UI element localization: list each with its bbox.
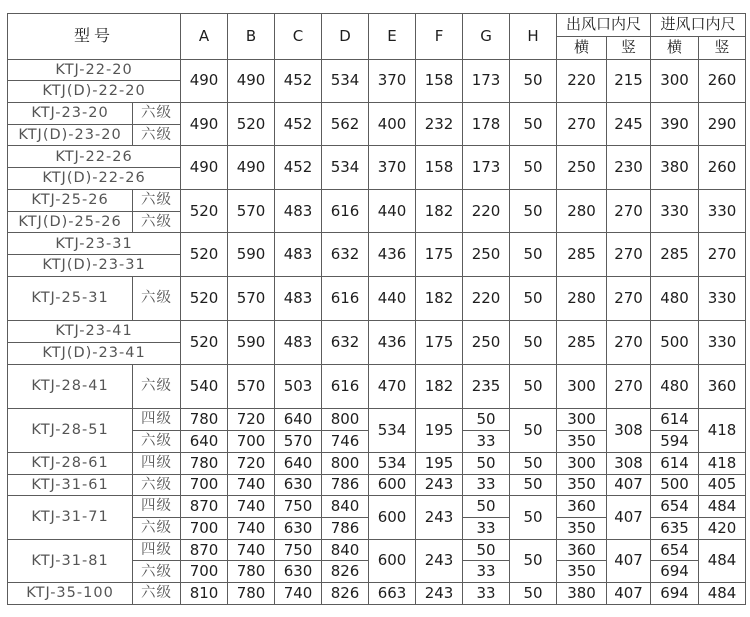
value-cell: 700: [228, 431, 275, 453]
value-cell: 243: [416, 496, 463, 539]
value-cell: 50: [510, 59, 557, 102]
value-cell: 534: [322, 146, 369, 189]
model-cell: KTJ-28-61: [8, 452, 133, 474]
value-cell: 635: [651, 518, 699, 540]
value-cell: 483: [275, 189, 322, 232]
value-cell: 800: [322, 452, 369, 474]
model-cell: KTJ(D)-25-26: [8, 211, 133, 233]
value-cell: 632: [322, 321, 369, 364]
value-cell: 840: [322, 539, 369, 561]
grade-cell: 四级: [133, 496, 181, 518]
value-cell: 534: [322, 59, 369, 102]
grade-cell: 六级: [133, 124, 181, 146]
value-cell: 195: [416, 409, 463, 452]
value-cell: 640: [275, 452, 322, 474]
value-cell: 630: [275, 518, 322, 540]
value-cell: 600: [369, 539, 416, 582]
value-cell: 483: [275, 321, 322, 364]
model-cell: KTJ-35-100: [8, 583, 133, 605]
header-outlet: 出风口内尺: [557, 14, 651, 37]
value-cell: 483: [275, 276, 322, 321]
grade-cell: 六级: [133, 583, 181, 605]
value-cell: 308: [607, 452, 651, 474]
value-cell: 178: [463, 103, 510, 146]
value-cell: 407: [607, 474, 651, 496]
value-cell: 420: [699, 518, 746, 540]
value-cell: 740: [228, 474, 275, 496]
value-cell: 243: [416, 583, 463, 605]
value-cell: 250: [557, 146, 607, 189]
table-row: [8, 409, 746, 431]
value-cell: 700: [181, 518, 228, 540]
table-row: [8, 276, 746, 321]
value-cell: 270: [607, 364, 651, 409]
model-cell: KTJ-31-61: [8, 474, 133, 496]
value-cell: 418: [699, 452, 746, 474]
value-cell: 407: [607, 583, 651, 605]
value-cell: 500: [651, 321, 699, 364]
table-row: [8, 59, 746, 81]
value-cell: 182: [416, 276, 463, 321]
value-cell: 520: [181, 233, 228, 276]
value-cell: 694: [651, 583, 699, 605]
value-cell: 452: [275, 146, 322, 189]
value-cell: 50: [510, 496, 557, 539]
value-cell: 220: [463, 276, 510, 321]
header-inlet: 进风口内尺: [651, 14, 746, 37]
model-cell: KTJ-22-26: [8, 146, 181, 168]
grade-cell: 六级: [133, 474, 181, 496]
model-cell: KTJ(D)-22-20: [8, 81, 181, 103]
table-row: [8, 321, 746, 343]
value-cell: 33: [463, 518, 510, 540]
model-cell: KTJ(D)-22-26: [8, 168, 181, 190]
model-cell: KTJ(D)-23-41: [8, 343, 181, 365]
value-cell: 260: [699, 146, 746, 189]
value-cell: 390: [651, 103, 699, 146]
value-cell: 490: [181, 103, 228, 146]
value-cell: 490: [181, 146, 228, 189]
value-cell: 534: [369, 452, 416, 474]
value-cell: 330: [699, 321, 746, 364]
grade-cell: 四级: [133, 452, 181, 474]
value-cell: 235: [463, 364, 510, 409]
value-cell: 50: [510, 146, 557, 189]
model-cell: KTJ-31-81: [8, 539, 133, 582]
grade-cell: 六级: [133, 276, 181, 321]
value-cell: 50: [510, 539, 557, 582]
value-cell: 630: [275, 561, 322, 583]
value-cell: 640: [275, 409, 322, 431]
value-cell: 50: [510, 474, 557, 496]
value-cell: 270: [607, 321, 651, 364]
value-cell: 300: [557, 452, 607, 474]
value-cell: 520: [181, 321, 228, 364]
value-cell: 195: [416, 452, 463, 474]
value-cell: 663: [369, 583, 416, 605]
value-cell: 436: [369, 321, 416, 364]
value-cell: 182: [416, 364, 463, 409]
header-col-h: H: [510, 14, 557, 60]
value-cell: 484: [699, 583, 746, 605]
value-cell: 840: [322, 496, 369, 518]
value-cell: 370: [369, 59, 416, 102]
value-cell: 616: [322, 276, 369, 321]
value-cell: 158: [416, 59, 463, 102]
header-outlet-horizontal: 横: [557, 36, 607, 59]
value-cell: 750: [275, 539, 322, 561]
value-cell: 720: [228, 409, 275, 431]
value-cell: 780: [228, 583, 275, 605]
value-cell: 870: [181, 496, 228, 518]
value-cell: 562: [322, 103, 369, 146]
value-cell: 440: [369, 189, 416, 232]
value-cell: 436: [369, 233, 416, 276]
value-cell: 534: [369, 409, 416, 452]
grade-cell: 四级: [133, 539, 181, 561]
value-cell: 280: [557, 276, 607, 321]
value-cell: 870: [181, 539, 228, 561]
value-cell: 418: [699, 409, 746, 452]
value-cell: 590: [228, 233, 275, 276]
value-cell: 630: [275, 474, 322, 496]
model-cell: KTJ(D)-23-31: [8, 255, 181, 277]
value-cell: 470: [369, 364, 416, 409]
spec-table-container: [7, 13, 743, 605]
header-col-a: A: [181, 14, 228, 60]
value-cell: 173: [463, 59, 510, 102]
value-cell: 483: [275, 233, 322, 276]
model-cell: KTJ-23-31: [8, 233, 181, 255]
value-cell: 270: [699, 233, 746, 276]
value-cell: 407: [607, 496, 651, 539]
value-cell: 330: [699, 276, 746, 321]
model-cell: KTJ-25-26: [8, 189, 133, 211]
value-cell: 740: [228, 539, 275, 561]
model-cell: KTJ-22-20: [8, 59, 181, 81]
value-cell: 285: [557, 233, 607, 276]
value-cell: 300: [651, 59, 699, 102]
value-cell: 220: [557, 59, 607, 102]
value-cell: 350: [557, 431, 607, 453]
value-cell: 50: [510, 233, 557, 276]
value-cell: 720: [228, 452, 275, 474]
value-cell: 360: [557, 539, 607, 561]
value-cell: 616: [322, 364, 369, 409]
grade-cell: 六级: [133, 518, 181, 540]
value-cell: 50: [510, 583, 557, 605]
value-cell: 570: [228, 276, 275, 321]
grade-cell: 六级: [133, 211, 181, 233]
value-cell: 452: [275, 59, 322, 102]
value-cell: 285: [557, 321, 607, 364]
table-row: [8, 189, 746, 211]
value-cell: 350: [557, 518, 607, 540]
value-cell: 232: [416, 103, 463, 146]
value-cell: 407: [607, 539, 651, 582]
table-row: [8, 452, 746, 474]
value-cell: 33: [463, 431, 510, 453]
table-row: [8, 496, 746, 518]
value-cell: 270: [607, 189, 651, 232]
value-cell: 826: [322, 561, 369, 583]
value-cell: 500: [651, 474, 699, 496]
value-cell: 33: [463, 561, 510, 583]
header-model: 型号: [8, 14, 181, 60]
table-row: [8, 146, 746, 168]
value-cell: 50: [510, 452, 557, 474]
value-cell: 480: [651, 364, 699, 409]
model-cell: KTJ-25-31: [8, 276, 133, 321]
value-cell: 350: [557, 474, 607, 496]
value-cell: 632: [322, 233, 369, 276]
value-cell: 480: [651, 276, 699, 321]
table-row: [8, 103, 746, 125]
value-cell: 570: [275, 431, 322, 453]
value-cell: 260: [699, 59, 746, 102]
value-cell: 50: [510, 364, 557, 409]
value-cell: 175: [416, 233, 463, 276]
table-row: [8, 364, 746, 409]
value-cell: 570: [228, 189, 275, 232]
value-cell: 250: [463, 233, 510, 276]
value-cell: 330: [651, 189, 699, 232]
value-cell: 614: [651, 409, 699, 431]
value-cell: 50: [463, 452, 510, 474]
fan-spec-table: [7, 13, 746, 605]
value-cell: 50: [510, 321, 557, 364]
value-cell: 50: [510, 189, 557, 232]
value-cell: 50: [510, 103, 557, 146]
value-cell: 490: [181, 59, 228, 102]
value-cell: 270: [607, 276, 651, 321]
grade-cell: 六级: [133, 189, 181, 211]
table-row: [8, 474, 746, 496]
header-col-f: F: [416, 14, 463, 60]
table-row: [8, 233, 746, 255]
grade-cell: 六级: [133, 364, 181, 409]
value-cell: 182: [416, 189, 463, 232]
header-outlet-vertical: 竖: [607, 36, 651, 59]
model-cell: KTJ(D)-23-20: [8, 124, 133, 146]
value-cell: 380: [651, 146, 699, 189]
value-cell: 50: [510, 276, 557, 321]
value-cell: 570: [228, 364, 275, 409]
value-cell: 750: [275, 496, 322, 518]
value-cell: 786: [322, 518, 369, 540]
value-cell: 452: [275, 103, 322, 146]
model-cell: KTJ-28-41: [8, 364, 133, 409]
value-cell: 243: [416, 539, 463, 582]
value-cell: 780: [228, 561, 275, 583]
value-cell: 220: [463, 189, 510, 232]
value-cell: 540: [181, 364, 228, 409]
grade-cell: 六级: [133, 103, 181, 125]
grade-cell: 六级: [133, 561, 181, 583]
value-cell: 158: [416, 146, 463, 189]
value-cell: 600: [369, 474, 416, 496]
value-cell: 740: [275, 583, 322, 605]
value-cell: 694: [651, 561, 699, 583]
value-cell: 175: [416, 321, 463, 364]
value-cell: 520: [181, 189, 228, 232]
value-cell: 270: [607, 233, 651, 276]
value-cell: 280: [557, 189, 607, 232]
model-cell: KTJ-23-20: [8, 103, 133, 125]
value-cell: 300: [557, 409, 607, 431]
value-cell: 270: [557, 103, 607, 146]
value-cell: 370: [369, 146, 416, 189]
model-cell: KTJ-31-71: [8, 496, 133, 539]
value-cell: 440: [369, 276, 416, 321]
value-cell: 616: [322, 189, 369, 232]
value-cell: 33: [463, 583, 510, 605]
value-cell: 360: [699, 364, 746, 409]
value-cell: 350: [557, 561, 607, 583]
value-cell: 380: [557, 583, 607, 605]
value-cell: 780: [181, 452, 228, 474]
value-cell: 308: [607, 409, 651, 452]
value-cell: 230: [607, 146, 651, 189]
value-cell: 800: [322, 409, 369, 431]
value-cell: 50: [463, 409, 510, 431]
value-cell: 400: [369, 103, 416, 146]
value-cell: 290: [699, 103, 746, 146]
value-cell: 215: [607, 59, 651, 102]
table-row: [8, 539, 746, 561]
header-col-g: G: [463, 14, 510, 60]
value-cell: 520: [181, 276, 228, 321]
value-cell: 173: [463, 146, 510, 189]
value-cell: 654: [651, 539, 699, 561]
header-inlet-horizontal: 横: [651, 36, 699, 59]
grade-cell: 四级: [133, 409, 181, 431]
grade-cell: 六级: [133, 431, 181, 453]
value-cell: 50: [510, 409, 557, 452]
value-cell: 245: [607, 103, 651, 146]
value-cell: 780: [181, 409, 228, 431]
value-cell: 50: [463, 539, 510, 561]
value-cell: 826: [322, 583, 369, 605]
header-col-c: C: [275, 14, 322, 60]
value-cell: 490: [228, 146, 275, 189]
value-cell: 590: [228, 321, 275, 364]
value-cell: 484: [699, 496, 746, 518]
table-row: [8, 583, 746, 605]
model-cell: KTJ-23-41: [8, 321, 181, 343]
value-cell: 740: [228, 518, 275, 540]
value-cell: 786: [322, 474, 369, 496]
value-cell: 700: [181, 561, 228, 583]
value-cell: 330: [699, 189, 746, 232]
value-cell: 700: [181, 474, 228, 496]
value-cell: 600: [369, 496, 416, 539]
value-cell: 614: [651, 452, 699, 474]
value-cell: 50: [463, 496, 510, 518]
value-cell: 594: [651, 431, 699, 453]
value-cell: 285: [651, 233, 699, 276]
value-cell: 360: [557, 496, 607, 518]
value-cell: 405: [699, 474, 746, 496]
value-cell: 503: [275, 364, 322, 409]
value-cell: 33: [463, 474, 510, 496]
value-cell: 250: [463, 321, 510, 364]
value-cell: 740: [228, 496, 275, 518]
value-cell: 640: [181, 431, 228, 453]
value-cell: 810: [181, 583, 228, 605]
value-cell: 520: [228, 103, 275, 146]
header-col-b: B: [228, 14, 275, 60]
value-cell: 654: [651, 496, 699, 518]
model-cell: KTJ-28-51: [8, 409, 133, 452]
value-cell: 243: [416, 474, 463, 496]
header-col-d: D: [322, 14, 369, 60]
header-col-e: E: [369, 14, 416, 60]
value-cell: 484: [699, 539, 746, 582]
header-inlet-vertical: 竖: [699, 36, 746, 59]
value-cell: 746: [322, 431, 369, 453]
value-cell: 490: [228, 59, 275, 102]
value-cell: 300: [557, 364, 607, 409]
